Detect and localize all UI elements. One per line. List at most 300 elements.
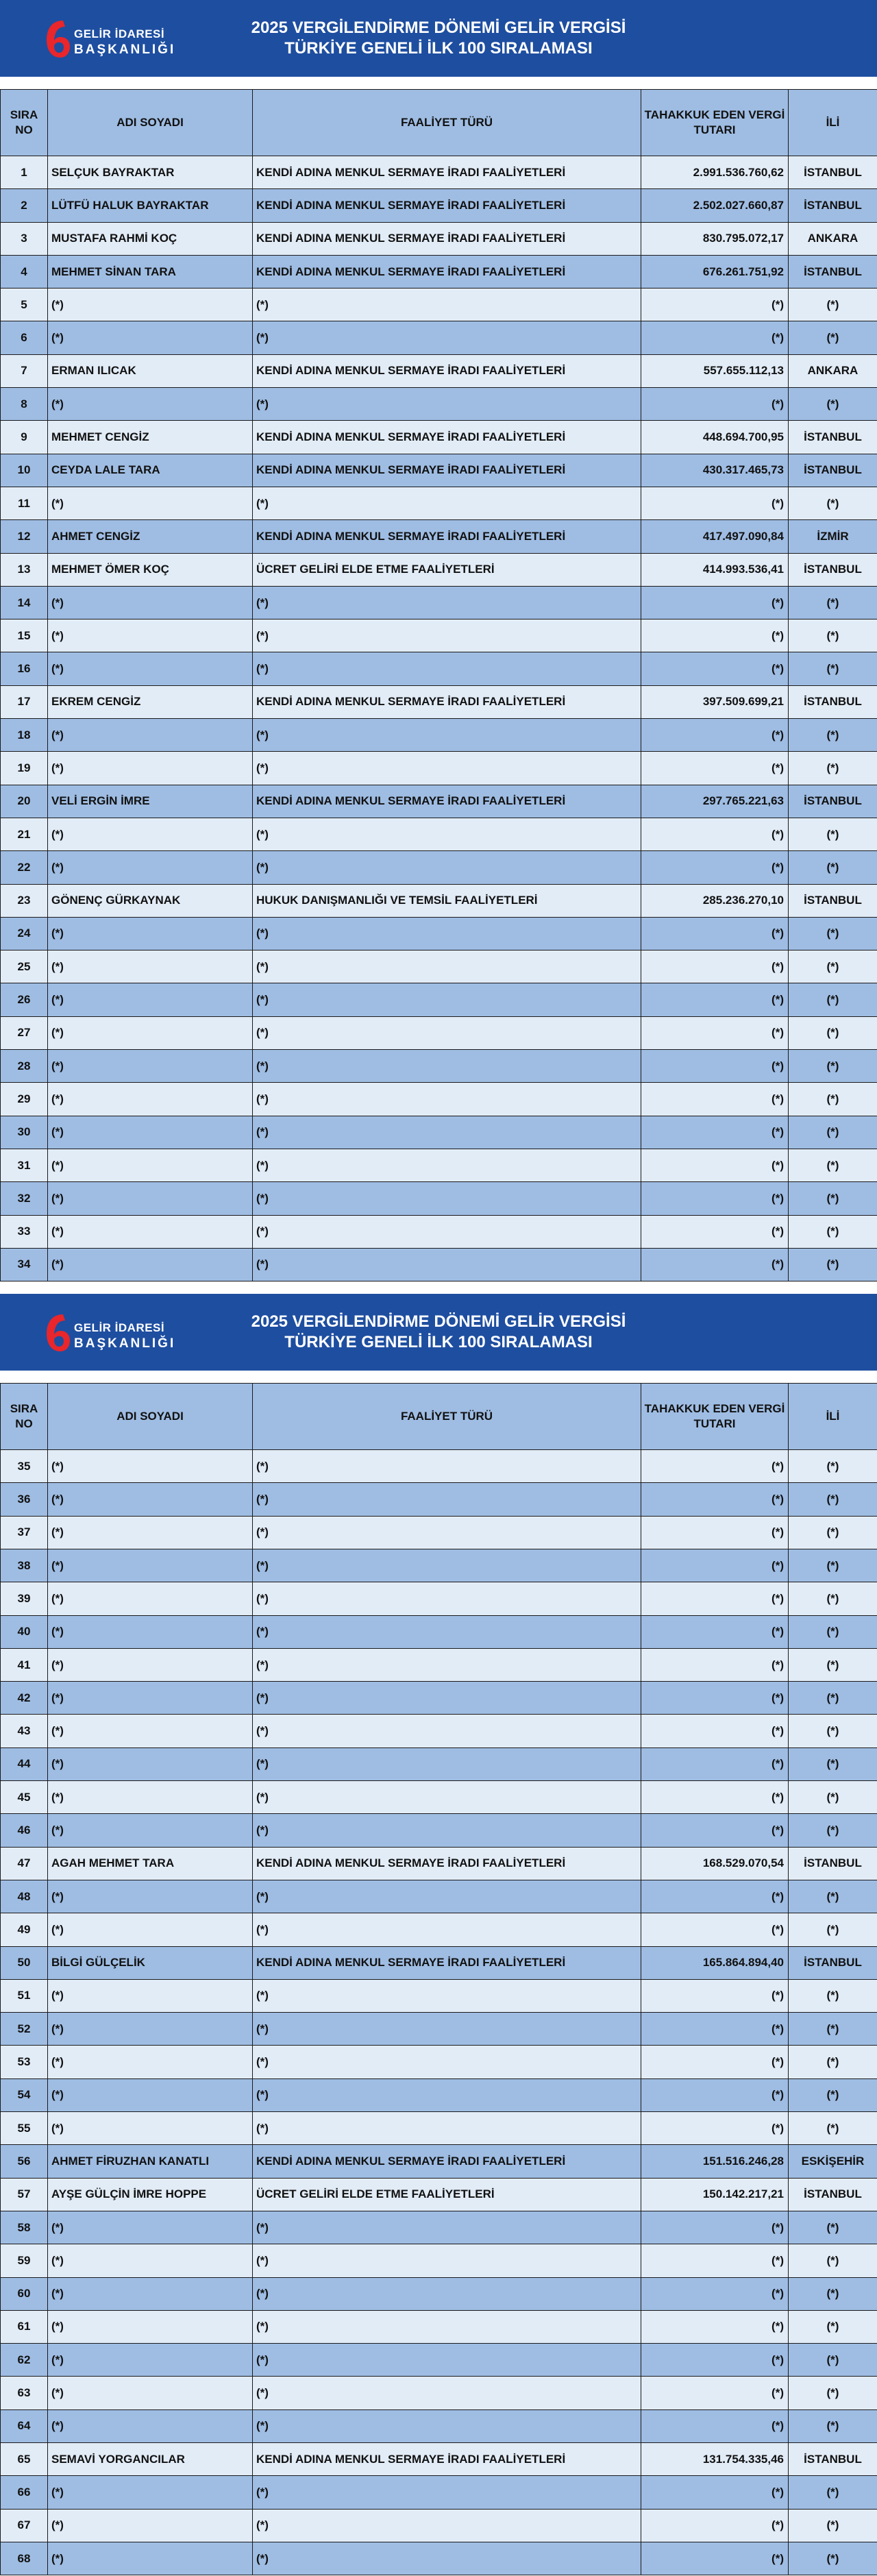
table-row: [1, 1083, 877, 1116]
cell-tax-amount: (*): [641, 2013, 789, 2046]
table-row: [1, 2542, 877, 2575]
col-header-tax: TAHAKKUK EDEN VERGİ TUTARI: [641, 90, 789, 156]
cell-activity: KENDİ ADINA MENKUL SERMAYE İRADI FAALİYETLERİ: [253, 354, 641, 387]
cell-activity: (*): [253, 2377, 641, 2409]
cell-activity: (*): [253, 917, 641, 950]
cell-name: (*): [48, 1814, 253, 1847]
cell-name: (*): [48, 1582, 253, 1615]
cell-name: SELÇUK BAYRAKTAR: [48, 156, 253, 189]
cell-rank: 56: [1, 2145, 48, 2178]
table-row: [1, 1016, 877, 1049]
cell-city: İSTANBUL: [789, 421, 877, 454]
cell-rank: 31: [1, 1149, 48, 1181]
cell-city: (*): [789, 983, 877, 1016]
table-row: [1, 2112, 877, 2145]
cell-activity: KENDİ ADINA MENKUL SERMAYE İRADI FAALİYETLERİ: [253, 1946, 641, 1979]
header-banner: [0, 0, 877, 77]
header-banner: [0, 1294, 877, 1371]
cell-city: (*): [789, 1880, 877, 1913]
cell-tax-amount: (*): [641, 2277, 789, 2310]
cell-city: (*): [789, 1116, 877, 1149]
table-row: [1, 255, 877, 288]
cell-name: GÖNENÇ GÜRKAYNAK: [48, 884, 253, 917]
cell-city: ESKİŞEHİR: [789, 2145, 877, 2178]
cell-name: (*): [48, 1450, 253, 1483]
cell-activity: (*): [253, 1682, 641, 1715]
cell-rank: 58: [1, 2211, 48, 2244]
cell-rank: 27: [1, 1016, 48, 1049]
cell-tax-amount: (*): [641, 2344, 789, 2377]
cell-activity: (*): [253, 1549, 641, 1582]
cell-rank: 15: [1, 620, 48, 652]
cell-name: (*): [48, 1615, 253, 1648]
table-row: [1, 1847, 877, 1880]
cell-name: (*): [48, 1116, 253, 1149]
table-row: [1, 2178, 877, 2211]
table-row: [1, 1913, 877, 1946]
cell-city: (*): [789, 2013, 877, 2046]
cell-city: İSTANBUL: [789, 1946, 877, 1979]
logo-text-line2: BAŞKANLIĞI: [74, 42, 176, 57]
table-row: [1, 520, 877, 553]
cell-city: (*): [789, 950, 877, 983]
cell-name: (*): [48, 851, 253, 884]
cell-name: (*): [48, 321, 253, 354]
cell-tax-amount: 676.261.751,92: [641, 255, 789, 288]
table-row: [1, 354, 877, 387]
table-row: [1, 156, 877, 189]
cell-tax-amount: (*): [641, 1450, 789, 1483]
cell-activity: KENDİ ADINA MENKUL SERMAYE İRADI FAALİYETLERİ: [253, 2443, 641, 2476]
page-title: [192, 1312, 685, 1353]
cell-city: (*): [789, 2409, 877, 2442]
cell-rank: 29: [1, 1083, 48, 1116]
table-row: [1, 950, 877, 983]
table-header-row: [1, 1384, 877, 1450]
cell-name: (*): [48, 1248, 253, 1281]
table-row: [1, 1979, 877, 2012]
cell-activity: (*): [253, 1582, 641, 1615]
col-header-name: ADI SOYADI: [48, 1384, 253, 1450]
title-line1: 2025 VERGİLENDİRME DÖNEMİ GELİR VERGİSİ: [251, 1312, 626, 1332]
cell-tax-amount: (*): [641, 818, 789, 850]
table-row: [1, 1814, 877, 1847]
cell-tax-amount: (*): [641, 2078, 789, 2111]
table-row: [1, 421, 877, 454]
table-row: [1, 2443, 877, 2476]
cell-city: İSTANBUL: [789, 255, 877, 288]
cell-city: (*): [789, 851, 877, 884]
cell-name: (*): [48, 388, 253, 421]
cell-name: (*): [48, 1549, 253, 1582]
table-row: [1, 222, 877, 255]
cell-tax-amount: (*): [641, 950, 789, 983]
cell-rank: 7: [1, 354, 48, 387]
cell-city: (*): [789, 620, 877, 652]
cell-name: AYŞE GÜLÇİN İMRE HOPPE: [48, 2178, 253, 2211]
cell-activity: (*): [253, 983, 641, 1016]
table-row: [1, 1615, 877, 1648]
cell-name: (*): [48, 2078, 253, 2111]
cell-activity: KENDİ ADINA MENKUL SERMAYE İRADI FAALİYETLERİ: [253, 1847, 641, 1880]
cell-rank: 63: [1, 2377, 48, 2409]
cell-activity: (*): [253, 1648, 641, 1681]
cell-city: İZMİR: [789, 520, 877, 553]
table-row: [1, 1582, 877, 1615]
cell-rank: 45: [1, 1781, 48, 1814]
cell-activity: (*): [253, 2211, 641, 2244]
cell-name: (*): [48, 719, 253, 752]
cell-rank: 22: [1, 851, 48, 884]
cell-rank: 59: [1, 2244, 48, 2277]
cell-name: (*): [48, 1747, 253, 1780]
cell-city: İSTANBUL: [789, 1847, 877, 1880]
cell-activity: (*): [253, 752, 641, 785]
cell-activity: (*): [253, 586, 641, 619]
table-row: [1, 818, 877, 850]
cell-rank: 42: [1, 1682, 48, 1715]
cell-tax-amount: 2.991.536.760,62: [641, 156, 789, 189]
table-header-row: [1, 90, 877, 156]
cell-rank: 53: [1, 2046, 48, 2078]
cell-rank: 40: [1, 1615, 48, 1648]
table-row: [1, 2409, 877, 2442]
table-row: [1, 487, 877, 519]
cell-activity: (*): [253, 719, 641, 752]
cell-city: (*): [789, 1747, 877, 1780]
cell-tax-amount: (*): [641, 487, 789, 519]
cell-activity: (*): [253, 2046, 641, 2078]
cell-tax-amount: (*): [641, 289, 789, 321]
cell-tax-amount: 448.694.700,95: [641, 421, 789, 454]
col-header-tax: TAHAKKUK EDEN VERGİ TUTARI: [641, 1384, 789, 1450]
cell-activity: (*): [253, 487, 641, 519]
table-row: [1, 1149, 877, 1181]
cell-name: (*): [48, 1648, 253, 1681]
cell-activity: (*): [253, 2078, 641, 2111]
cell-rank: 44: [1, 1747, 48, 1780]
cell-city: İSTANBUL: [789, 685, 877, 718]
cell-name: CEYDA LALE TARA: [48, 454, 253, 487]
table-row: [1, 1116, 877, 1149]
cell-city: (*): [789, 1615, 877, 1648]
cell-name: ERMAN ILICAK: [48, 354, 253, 387]
cell-name: SEMAVİ YORGANCILAR: [48, 2443, 253, 2476]
cell-activity: (*): [253, 1814, 641, 1847]
cell-tax-amount: (*): [641, 1615, 789, 1648]
logo-text-line1: GELİR İDARESİ: [74, 27, 165, 40]
table-row: [1, 1483, 877, 1516]
cell-activity: (*): [253, 2409, 641, 2442]
cell-activity: (*): [253, 818, 641, 850]
table-row: [1, 2277, 877, 2310]
cell-name: MEHMET ÖMER KOÇ: [48, 553, 253, 586]
gib-logo-icon: [42, 18, 73, 60]
cell-name: MUSTAFA RAHMİ KOÇ: [48, 222, 253, 255]
cell-tax-amount: (*): [641, 719, 789, 752]
table-row: [1, 586, 877, 619]
cell-activity: (*): [253, 2476, 641, 2509]
cell-tax-amount: (*): [641, 851, 789, 884]
cell-name: AGAH MEHMET TARA: [48, 1847, 253, 1880]
cell-tax-amount: 557.655.112,13: [641, 354, 789, 387]
table-row: [1, 719, 877, 752]
cell-city: (*): [789, 1083, 877, 1116]
cell-city: (*): [789, 1149, 877, 1181]
table-row: [1, 321, 877, 354]
table-row: [1, 851, 877, 884]
cell-activity: (*): [253, 2112, 641, 2145]
cell-activity: (*): [253, 2344, 641, 2377]
cell-rank: 68: [1, 2542, 48, 2575]
cell-name: EKREM CENGİZ: [48, 685, 253, 718]
cell-name: (*): [48, 1483, 253, 1516]
cell-rank: 21: [1, 818, 48, 850]
cell-activity: (*): [253, 1615, 641, 1648]
cell-city: (*): [789, 388, 877, 421]
cell-activity: HUKUK DANIŞMANLIĞI VE TEMSİL FAALİYETLERİ: [253, 884, 641, 917]
cell-activity: (*): [253, 2013, 641, 2046]
cell-activity: (*): [253, 620, 641, 652]
table-row: [1, 2013, 877, 2046]
cell-activity: (*): [253, 1116, 641, 1149]
table-row: [1, 884, 877, 917]
cell-name: (*): [48, 917, 253, 950]
cell-tax-amount: (*): [641, 1747, 789, 1780]
cell-name: MEHMET CENGİZ: [48, 421, 253, 454]
cell-activity: ÜCRET GELİRİ ELDE ETME FAALİYETLERİ: [253, 553, 641, 586]
cell-activity: (*): [253, 388, 641, 421]
cell-rank: 67: [1, 2509, 48, 2542]
col-header-activity: FAALİYET TÜRÜ: [253, 1384, 641, 1450]
cell-city: (*): [789, 1248, 877, 1281]
cell-city: İSTANBUL: [789, 785, 877, 818]
cell-activity: (*): [253, 652, 641, 685]
cell-rank: 43: [1, 1715, 48, 1747]
cell-rank: 24: [1, 917, 48, 950]
cell-tax-amount: 151.516.246,28: [641, 2145, 789, 2178]
table-row: [1, 1450, 877, 1483]
cell-activity: (*): [253, 1016, 641, 1049]
title-line1: 2025 VERGİLENDİRME DÖNEMİ GELİR VERGİSİ: [251, 19, 626, 37]
col-header-name: ADI SOYADI: [48, 90, 253, 156]
cell-tax-amount: (*): [641, 2476, 789, 2509]
cell-tax-amount: (*): [641, 1182, 789, 1215]
table-body: [1, 156, 877, 1281]
cell-activity: (*): [253, 1880, 641, 1913]
cell-activity: KENDİ ADINA MENKUL SERMAYE İRADI FAALİYETLERİ: [253, 255, 641, 288]
cell-city: ANKARA: [789, 354, 877, 387]
cell-rank: 41: [1, 1648, 48, 1681]
cell-name: MEHMET SİNAN TARA: [48, 255, 253, 288]
header-gap: [0, 77, 877, 89]
table-row: [1, 1050, 877, 1083]
table-row: [1, 917, 877, 950]
cell-name: (*): [48, 1979, 253, 2012]
cell-tax-amount: (*): [641, 620, 789, 652]
cell-rank: 34: [1, 1248, 48, 1281]
table-row: [1, 2078, 877, 2111]
cell-name: (*): [48, 2476, 253, 2509]
cell-city: (*): [789, 1913, 877, 1946]
cell-tax-amount: (*): [641, 388, 789, 421]
cell-city: (*): [789, 1648, 877, 1681]
cell-rank: 61: [1, 2310, 48, 2343]
table-row: [1, 1682, 877, 1715]
cell-rank: 23: [1, 884, 48, 917]
cell-activity: (*): [253, 321, 641, 354]
cell-rank: 47: [1, 1847, 48, 1880]
cell-rank: 4: [1, 255, 48, 288]
cell-tax-amount: (*): [641, 1483, 789, 1516]
title-line2: TÜRKİYE GENELİ İLK 100 SIRALAMASI: [284, 39, 593, 58]
cell-rank: 3: [1, 222, 48, 255]
cell-name: LÜTFÜ HALUK BAYRAKTAR: [48, 189, 253, 222]
table-row: [1, 983, 877, 1016]
cell-name: (*): [48, 1682, 253, 1715]
cell-city: (*): [789, 487, 877, 519]
cell-activity: (*): [253, 1050, 641, 1083]
cell-rank: 51: [1, 1979, 48, 2012]
cell-activity: KENDİ ADINA MENKUL SERMAYE İRADI FAALİYETLERİ: [253, 189, 641, 222]
cell-name: (*): [48, 2277, 253, 2310]
cell-tax-amount: (*): [641, 652, 789, 685]
cell-city: (*): [789, 2078, 877, 2111]
cell-activity: KENDİ ADINA MENKUL SERMAYE İRADI FAALİYETLERİ: [253, 785, 641, 818]
cell-tax-amount: (*): [641, 321, 789, 354]
cell-rank: 36: [1, 1483, 48, 1516]
table-row: [1, 1549, 877, 1582]
cell-city: (*): [789, 2112, 877, 2145]
cell-city: (*): [789, 2509, 877, 2542]
cell-rank: 11: [1, 487, 48, 519]
cell-tax-amount: (*): [641, 2310, 789, 2343]
cell-tax-amount: (*): [641, 752, 789, 785]
cell-rank: 64: [1, 2409, 48, 2442]
cell-rank: 26: [1, 983, 48, 1016]
table-row: [1, 2244, 877, 2277]
cell-rank: 66: [1, 2476, 48, 2509]
cell-rank: 55: [1, 2112, 48, 2145]
cell-tax-amount: (*): [641, 1149, 789, 1181]
cell-activity: (*): [253, 1450, 641, 1483]
cell-tax-amount: (*): [641, 1814, 789, 1847]
cell-city: (*): [789, 1715, 877, 1747]
cell-activity: ÜCRET GELİRİ ELDE ETME FAALİYETLERİ: [253, 2178, 641, 2211]
cell-activity: (*): [253, 851, 641, 884]
cell-rank: 33: [1, 1215, 48, 1248]
cell-rank: 6: [1, 321, 48, 354]
cell-tax-amount: 131.754.335,46: [641, 2443, 789, 2476]
cell-city: (*): [789, 752, 877, 785]
cell-activity: (*): [253, 1715, 641, 1747]
cell-rank: 17: [1, 685, 48, 718]
title-line2: TÜRKİYE GENELİ İLK 100 SIRALAMASI: [284, 1333, 593, 1352]
cell-rank: 46: [1, 1814, 48, 1847]
cell-name: (*): [48, 2112, 253, 2145]
cell-city: (*): [789, 1182, 877, 1215]
table-row: [1, 289, 877, 321]
cell-tax-amount: (*): [641, 2244, 789, 2277]
table-row: [1, 620, 877, 652]
cell-tax-amount: 830.795.072,17: [641, 222, 789, 255]
cell-tax-amount: (*): [641, 1582, 789, 1615]
cell-name: (*): [48, 2509, 253, 2542]
cell-activity: KENDİ ADINA MENKUL SERMAYE İRADI FAALİYETLERİ: [253, 520, 641, 553]
cell-tax-amount: (*): [641, 1116, 789, 1149]
table-row: [1, 1648, 877, 1681]
cell-tax-amount: 417.497.090,84: [641, 520, 789, 553]
cell-tax-amount: (*): [641, 1682, 789, 1715]
table-row: [1, 1516, 877, 1549]
cell-tax-amount: (*): [641, 1648, 789, 1681]
cell-rank: 12: [1, 520, 48, 553]
cell-activity: KENDİ ADINA MENKUL SERMAYE İRADI FAALİYETLERİ: [253, 156, 641, 189]
cell-tax-amount: (*): [641, 2509, 789, 2542]
cell-rank: 25: [1, 950, 48, 983]
cell-city: İSTANBUL: [789, 553, 877, 586]
cell-name: (*): [48, 2542, 253, 2575]
cell-activity: (*): [253, 1248, 641, 1281]
col-header-city: İLİ: [789, 1384, 877, 1450]
page-title: [192, 18, 685, 59]
cell-rank: 9: [1, 421, 48, 454]
cell-city: (*): [789, 2476, 877, 2509]
cell-city: (*): [789, 289, 877, 321]
cell-rank: 49: [1, 1913, 48, 1946]
cell-tax-amount: (*): [641, 1215, 789, 1248]
cell-activity: (*): [253, 1516, 641, 1549]
table-row: [1, 1747, 877, 1780]
cell-rank: 2: [1, 189, 48, 222]
cell-activity: KENDİ ADINA MENKUL SERMAYE İRADI FAALİYETLERİ: [253, 222, 641, 255]
cell-city: (*): [789, 321, 877, 354]
table-row: [1, 2046, 877, 2078]
cell-name: (*): [48, 2211, 253, 2244]
cell-name: (*): [48, 1016, 253, 1049]
cell-tax-amount: (*): [641, 1979, 789, 2012]
ranking-table: [0, 1383, 877, 2575]
cell-activity: (*): [253, 1149, 641, 1181]
ranking-page: [0, 0, 877, 1281]
cell-tax-amount: (*): [641, 1016, 789, 1049]
cell-name: (*): [48, 2344, 253, 2377]
cell-city: ANKARA: [789, 222, 877, 255]
cell-city: (*): [789, 1781, 877, 1814]
cell-name: (*): [48, 1083, 253, 1116]
logo-text-line1: GELİR İDARESİ: [74, 1321, 165, 1335]
gib-logo: [42, 1312, 180, 1354]
table-row: [1, 1880, 877, 1913]
cell-tax-amount: (*): [641, 917, 789, 950]
cell-tax-amount: 150.142.217,21: [641, 2178, 789, 2211]
cell-rank: 38: [1, 1549, 48, 1582]
cell-activity: (*): [253, 2310, 641, 2343]
table-row: [1, 388, 877, 421]
cell-activity: (*): [253, 950, 641, 983]
cell-city: (*): [789, 1814, 877, 1847]
table-body: [1, 1450, 877, 2575]
cell-city: (*): [789, 1979, 877, 2012]
cell-rank: 28: [1, 1050, 48, 1083]
table-row: [1, 2211, 877, 2244]
cell-name: (*): [48, 487, 253, 519]
cell-name: (*): [48, 1715, 253, 1747]
gib-logo: [42, 18, 180, 60]
cell-city: (*): [789, 1016, 877, 1049]
cell-city: (*): [789, 1516, 877, 1549]
cell-rank: 50: [1, 1946, 48, 1979]
